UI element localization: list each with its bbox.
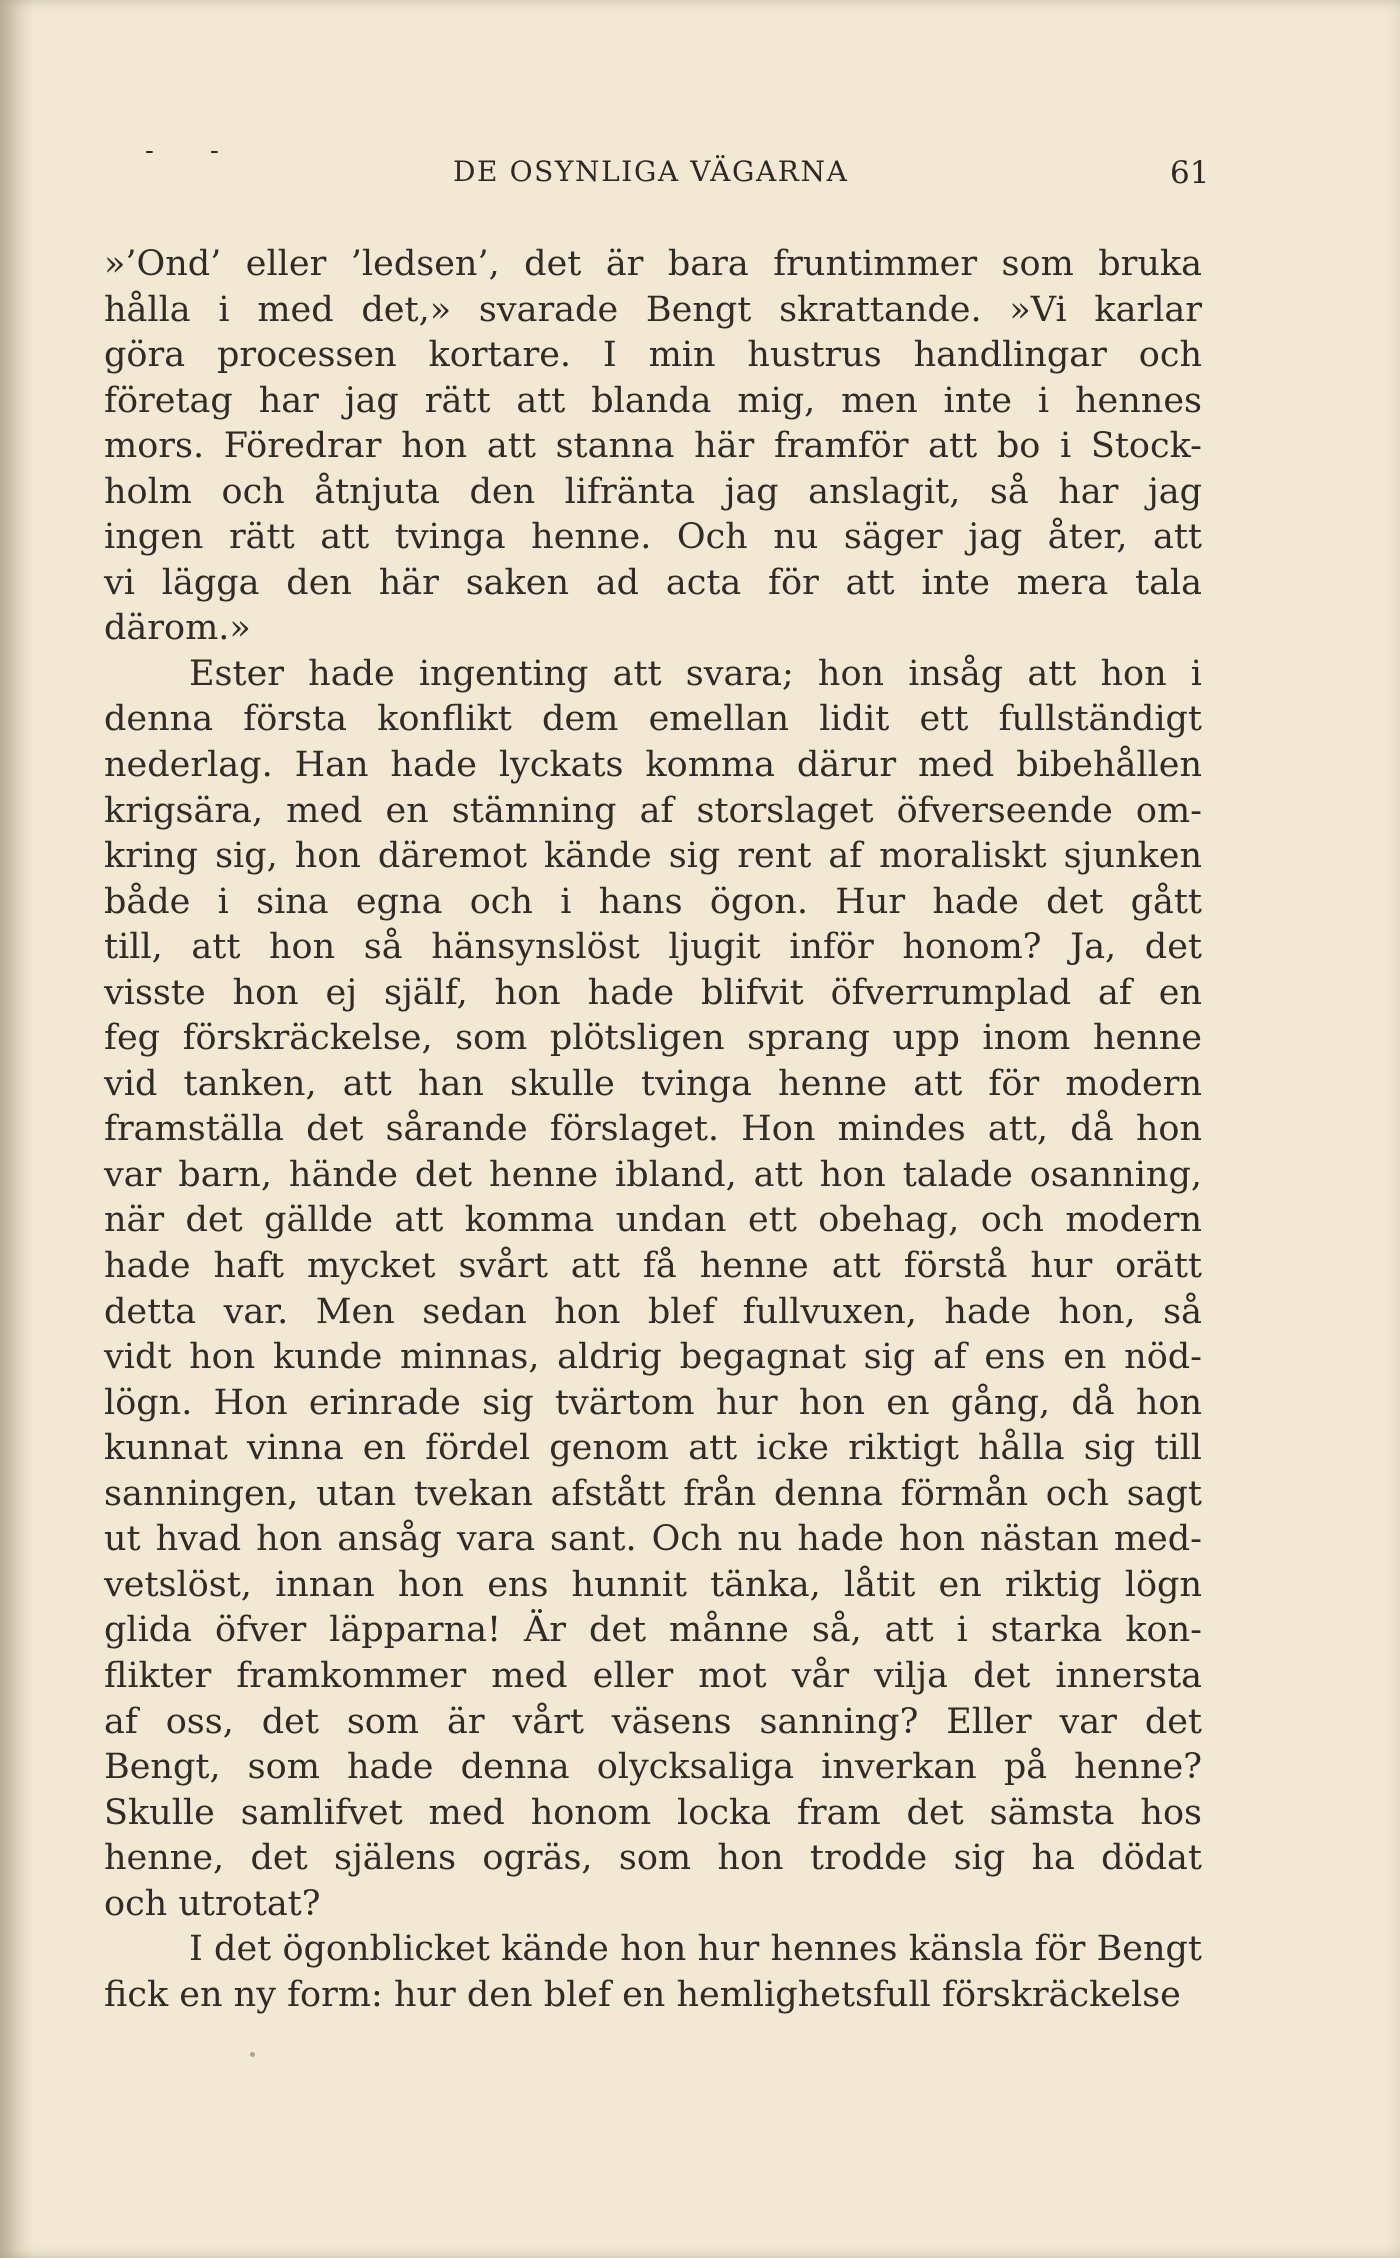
text-line: hålla i med det,» svarade Bengt skrattande. »Vi karlar [104, 289, 1202, 330]
text-line: »’Ond’ eller ’ledsen’, det är bara fruntimmer som bruka [104, 244, 1202, 284]
text-line: vidt hon kunde minnas, aldrig begagnat sig af ens en nöd- [104, 1337, 1202, 1378]
text-line: till, att hon så hänsynslöst ljugit inför honom? Ja, det [104, 927, 1202, 968]
text-line: därom.» [104, 608, 251, 649]
text-line: vi lägga den här saken ad acta för att inte mera tala [104, 562, 1202, 603]
text-line: flikter framkommer med eller mot vår vilja det innersta [104, 1655, 1202, 1696]
text-line: vid tanken, att han skulle tvinga henne att för modern [104, 1063, 1202, 1104]
text-line: både i sina egna och i hans ögon. Hur hade det gått [104, 881, 1202, 922]
text-line: kunnat vinna en fördel genom att icke riktigt hålla sig till [104, 1428, 1202, 1469]
text-line: hade haft mycket svårt att få henne att förstå hur orätt [104, 1246, 1202, 1287]
text-line: ingen rätt att tvinga henne. Och nu säger jag åter, att [104, 517, 1202, 558]
text-line: I det ögonblicket kände hon hur hennes känsla för Bengt [189, 1929, 1202, 1970]
running-title: DE OSYNLIGA VÄGARNA [453, 155, 849, 188]
text-line: Bengt, som hade denna olycksaliga inverkan på henne? [104, 1747, 1202, 1788]
text-line: göra processen kortare. I min hustrus handlingar och [104, 335, 1202, 376]
header-marks: - - [145, 136, 243, 166]
body-text [104, 242, 1202, 2018]
text-line: denna första konflikt dem emellan lidit ett fullständigt [104, 699, 1202, 740]
print-speck [250, 2052, 255, 2057]
text-line: ut hvad hon ansåg vara sant. Och nu hade hon nästan med- [104, 1519, 1202, 1560]
text-line: glida öfver läpparna! Är det månne så, att i starka kon- [104, 1610, 1202, 1651]
text-line: feg förskräckelse, som plötsligen sprang upp inom henne [104, 1018, 1202, 1059]
text-line: holm och åtnjuta den lifränta jag anslagit, så har jag [104, 471, 1202, 512]
text-line: lögn. Hon erinrade sig tvärtom hur hon en gång, då hon [104, 1382, 1202, 1423]
text-line: detta var. Men sedan hon blef fullvuxen, hade hon, så [104, 1291, 1202, 1332]
text-line: var barn, hände det henne ibland, att hon talade osanning, [104, 1154, 1202, 1195]
text-line: framställa det sårande förslaget. Hon mindes att, då hon [104, 1109, 1202, 1150]
text-line: krigsära, med en stämning af storslaget öfverseende om- [104, 790, 1202, 831]
text-line: henne, det själens ogräs, som hon trodde sig ha dödat [104, 1838, 1202, 1879]
page-binding-shadow [0, 0, 34, 2258]
text-line: när det gällde att komma undan ett obehag, och modern [104, 1200, 1202, 1241]
text-line: vetslöst, innan hon ens hunnit tänka, låtit en riktig lögn [104, 1564, 1202, 1605]
page-number: 61 [1170, 155, 1210, 191]
text-line: kring sig, hon däremot kände sig rent af moraliskt sjunken [104, 836, 1202, 877]
text-line: sanningen, utan tvekan afstått från denna förmån och sagt [104, 1473, 1202, 1514]
text-line: Ester hade ingenting att svara; hon insåg att hon i [189, 653, 1202, 694]
text-line: mors. Föredrar hon att stanna här framför att bo i Stock- [104, 426, 1202, 467]
text-line: fick en ny form: hur den blef en hemlighetsfull förskräckelse [104, 1974, 1181, 2015]
text-line: visste hon ej själf, hon hade blifvit öfverrumplad af en [104, 972, 1202, 1013]
text-line: företag har jag rätt att blanda mig, men inte i hennes [104, 380, 1202, 421]
text-line: och utrotat? [104, 1883, 321, 1924]
text-line: nederlag. Han hade lyckats komma därur med bibehållen [104, 745, 1202, 786]
text-line: af oss, det som är vårt väsens sanning? Eller var det [104, 1701, 1202, 1742]
text-line: Skulle samlifvet med honom locka fram det sämsta hos [104, 1792, 1202, 1833]
page-header [0, 136, 1400, 193]
